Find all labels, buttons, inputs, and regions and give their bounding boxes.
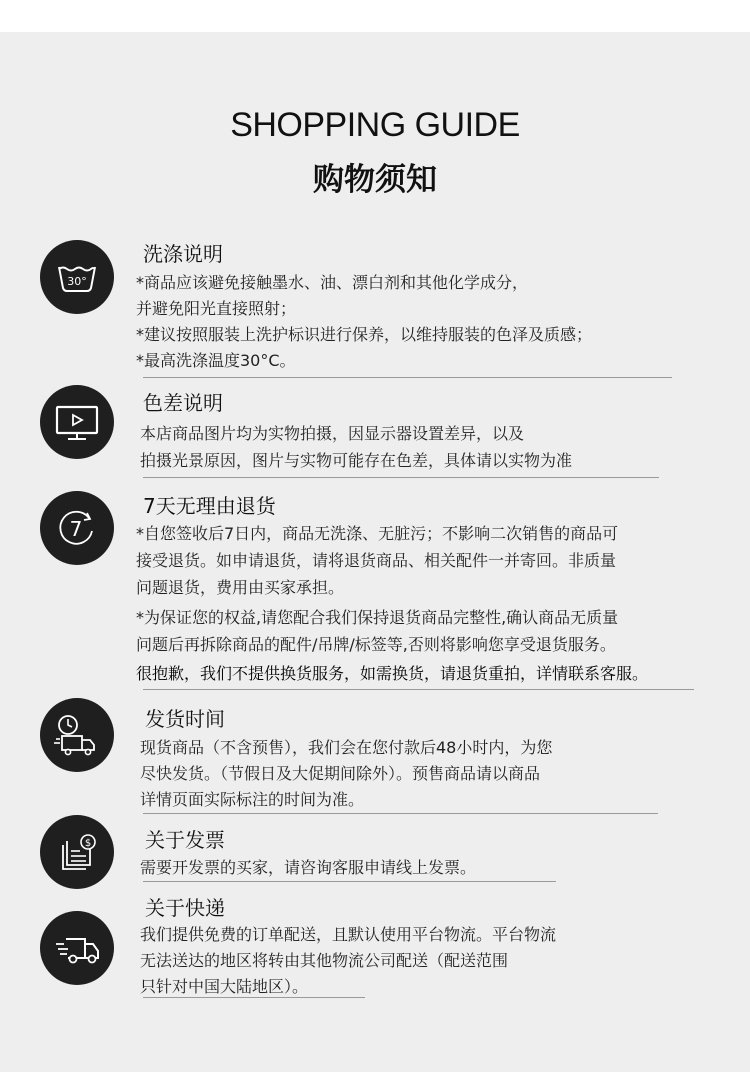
invoice-line-1: 需要开发票的买家，请咨询客服申请线上发票。 <box>140 858 477 877</box>
returns-line-6: 很抱歉，我们不提供换货服务，如需换货，请退货重拍，详情联系客服。 <box>136 664 649 683</box>
express-truck-icon <box>40 911 114 985</box>
page-title-zh: 购物须知 <box>313 162 437 198</box>
washing-line-1: *商品应该避免接触墨水、油、漂白剂和其他化学成分， <box>136 273 529 292</box>
section-divider <box>143 881 556 882</box>
shipping-line-3: 详情页面实际标注的时间为准。 <box>140 790 365 809</box>
washing-line-3: *建议按照服装上洗护标识进行保养，以维持服装的色泽及质感； <box>136 325 593 344</box>
returns-line-4: *为保证您的权益,请您配合我们保持退货商品完整性,确认商品无质量 <box>136 608 619 627</box>
wash-30-icon <box>40 240 114 314</box>
washing-line-4: *最高洗涤温度30°C。 <box>136 351 296 370</box>
returns-line-3: 问题退货，费用由买家承担。 <box>136 578 345 597</box>
invoice-icon <box>40 815 114 889</box>
section-divider <box>143 377 672 378</box>
section-divider <box>143 997 365 998</box>
shipping-line-2: 尽快发货。（节假日及大促期间除外）。预售商品请以商品 <box>140 764 541 783</box>
express-line-1: 我们提供免费的订单配送，且默认使用平台物流。平台物流 <box>140 925 557 944</box>
monitor-icon <box>40 385 114 459</box>
washing-line-2: 并避免阳光直接照射； <box>136 299 297 318</box>
color-line-2: 拍摄光景原因，图片与实物可能存在色差，具体请以实物为准 <box>140 451 573 470</box>
invoice-currency-text: $ <box>84 838 92 849</box>
section-title-washing: 洗涤说明 <box>143 242 223 266</box>
color-line-1: 本店商品图片均为实物拍摄，因显示器设置差异，以及 <box>140 424 525 443</box>
delivery-time-icon <box>40 698 114 772</box>
page-title-en: SHOPPING GUIDE <box>230 106 520 144</box>
returns-line-1: *自您签收后7日内，商品无洗涤、无脏污；不影响二次销售的商品可 <box>136 524 619 543</box>
section-title-returns: 7天无理由退货 <box>143 494 276 518</box>
shipping-line-1: 现货商品（不含预售），我们会在您付款后48小时内，为您 <box>140 738 553 757</box>
returns-line-5: 问题后再拆除商品的配件/吊牌/标签等,否则将影响您享受退货服务。 <box>136 635 616 654</box>
seven-day-return-icon <box>40 491 114 565</box>
wash-temperature-text: 30° <box>67 275 87 288</box>
section-divider <box>143 813 658 814</box>
section-title-express: 关于快递 <box>145 896 225 920</box>
section-title-shipping: 发货时间 <box>145 707 225 731</box>
express-line-2: 无法送达的地区将转由其他物流公司配送（配送范围 <box>140 951 509 970</box>
section-divider <box>143 689 694 690</box>
section-divider <box>143 477 659 478</box>
returns-line-2: 接受退货。如申请退货，请将退货商品、相关配件一并寄回。非质量 <box>136 551 617 570</box>
section-title-color-difference: 色差说明 <box>143 391 223 415</box>
express-line-3: 只针对中国大陆地区）。 <box>140 977 309 996</box>
section-title-invoice: 关于发票 <box>145 828 225 852</box>
return-days-text: 7 <box>69 517 83 541</box>
